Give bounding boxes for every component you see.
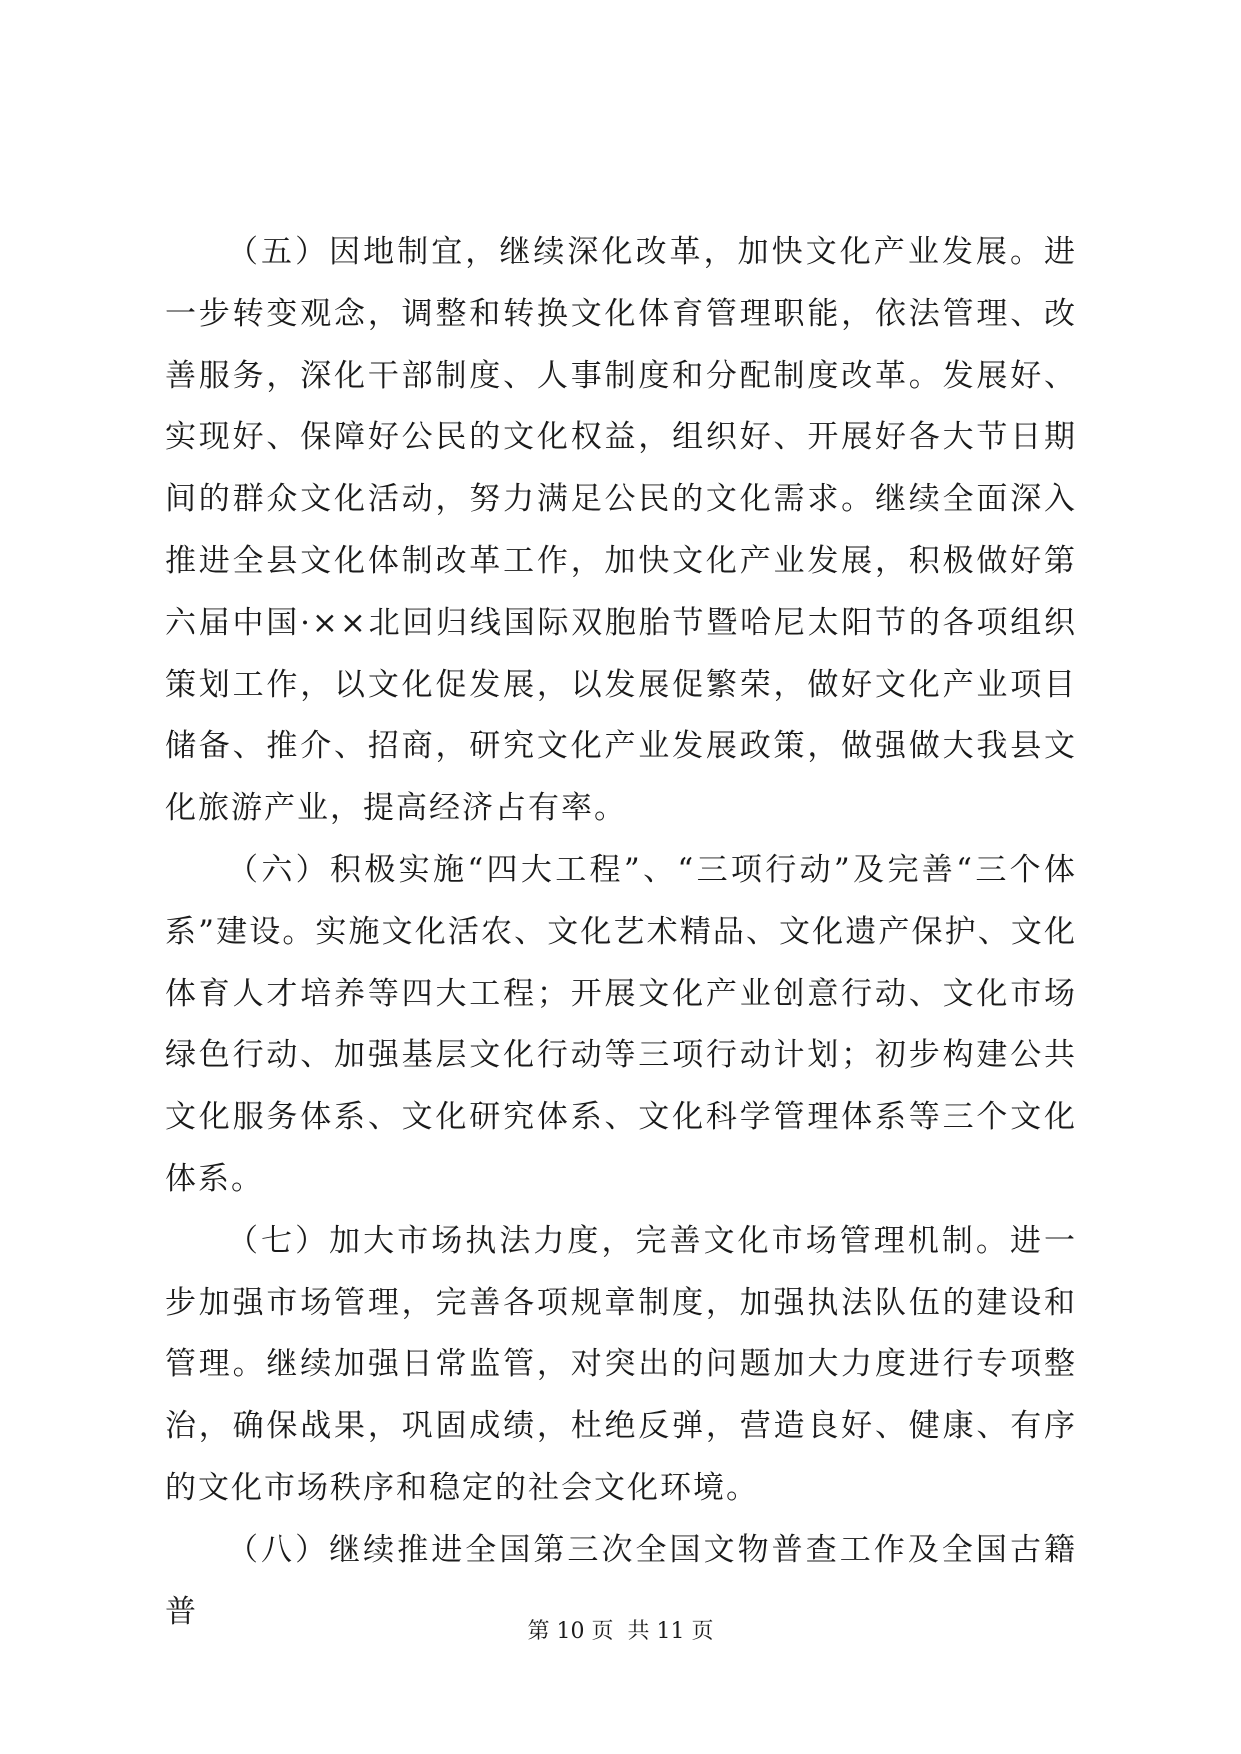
paragraph-5: （五）因地制宜，继续深化改革，加快文化产业发展。进一步转变观念，调整和转换文化体育管理职能，依法管理、改善服务，深化干部制度、人事制度和分配制度改革。发展好、实现好、保障好公民的文化权益，组织好、开展好各大节日期间的群众文化活动，努力满足公民的文化需求。继续全面深入推进全县文化体制改革工作，加快文化产业发展，积极做好第六届中国·××北回归线国际双胞胎节暨哈尼太阳节的各项组织策划工作，以文化促发展，以发展促繁荣，做好文化产业项目储备、推介、招商，研究文化产业发展政策，做强做大我县文化旅游产业，提高经济占有率。	[165, 234, 1077, 827]
page-footer	[0, 1618, 1241, 1646]
document-body	[165, 222, 1077, 1643]
page-number-label: 第 10 页 共 11 页	[527, 1619, 714, 1644]
paragraph-8: （八）继续推进全国第三次全国文物普查工作及全国古籍普	[165, 1531, 1077, 1630]
paragraph-7: （七）加大市场执法力度，完善文化市场管理机制。进一步加强市场管理，完善各项规章制度，加强执法队伍的建设和管理。继续加强日常监管，对突出的问题加大力度进行专项整治，确保战果，巩固成绩，杜绝反弹，营造良好、健康、有序的文化市场秩序和稳定的社会文化环境。	[165, 1222, 1077, 1506]
paragraph-6: （六）积极实施“四大工程”、“三项行动”及完善“三个体系”建设。实施文化活农、文化艺术精品、文化遗产保护、文化体育人才培养等四大工程；开展文化产业创意行动、文化市场绿色行动、加强基层文化行动等三项行动计划；初步构建公共文化服务体系、文化研究体系、文化科学管理体系等三个文化体系。	[165, 851, 1077, 1197]
